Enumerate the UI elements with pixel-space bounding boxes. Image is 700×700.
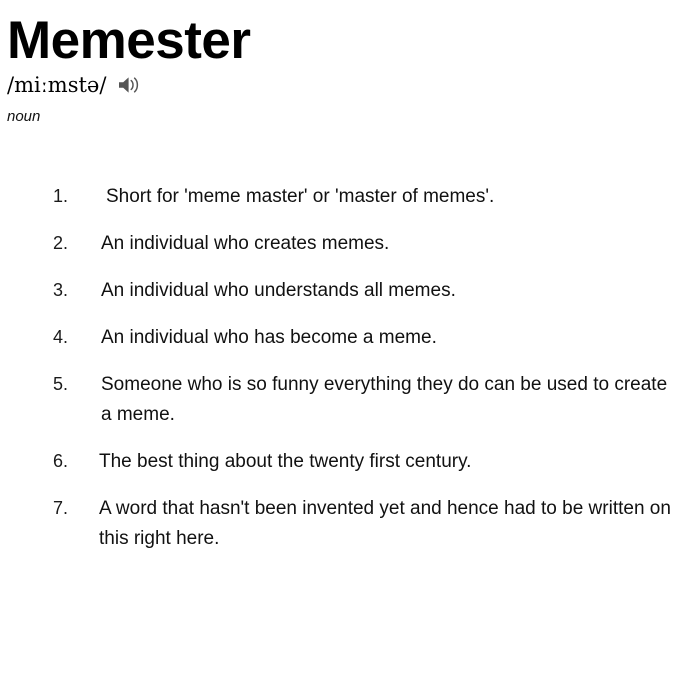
definition-number: 5. bbox=[52, 374, 68, 394]
definition-text: Short for 'meme master' or 'master of memes'. bbox=[106, 186, 495, 207]
definition-item bbox=[0, 182, 700, 212]
definition-text: The best thing about the twenty first century. bbox=[99, 451, 472, 472]
pronunciation-row bbox=[7, 72, 693, 98]
definition-number: 1. bbox=[52, 186, 68, 206]
definition-number: 3. bbox=[52, 280, 68, 300]
definition-number: 2. bbox=[52, 233, 68, 253]
definition-text: A word that hasn't been invented yet and hence had to be written on this right here. bbox=[99, 498, 671, 549]
definition-item bbox=[0, 276, 700, 306]
part-of-speech-label: noun bbox=[7, 108, 41, 126]
definitions-list bbox=[0, 182, 700, 571]
entry-header bbox=[7, 11, 693, 127]
definition-text: An individual who creates memes. bbox=[101, 233, 390, 254]
definition-item bbox=[0, 323, 700, 353]
definition-item bbox=[0, 494, 700, 554]
definition-text: Someone who is so funny everything they do can be used to create a meme. bbox=[101, 374, 668, 425]
definition-text: An individual who has become a meme. bbox=[101, 327, 437, 348]
definition-number: 6. bbox=[52, 451, 68, 471]
definition-item bbox=[0, 447, 700, 477]
speaker-icon[interactable] bbox=[117, 75, 143, 95]
headword-title: Memester bbox=[7, 11, 251, 70]
definition-number: 4. bbox=[52, 327, 68, 347]
definition-item bbox=[0, 370, 700, 430]
definition-text: An individual who understands all memes. bbox=[101, 280, 456, 301]
pronunciation-text: /miːmstə/ bbox=[7, 73, 107, 98]
definition-number: 7. bbox=[52, 498, 68, 518]
definition-item bbox=[0, 229, 700, 259]
